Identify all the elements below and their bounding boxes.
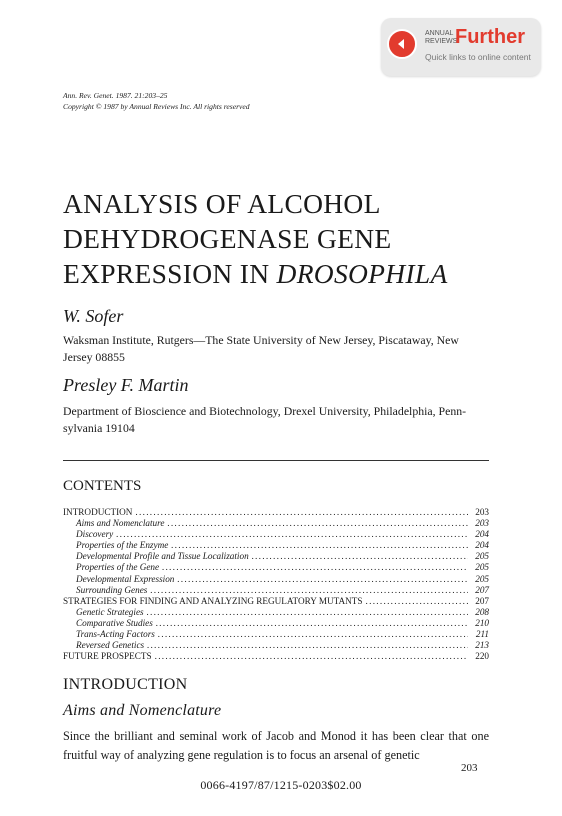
toc-entry-label: Reversed Genetics	[76, 640, 145, 651]
toc-entry-label: Surrounding Genes	[76, 584, 148, 595]
citation-line-2: Copyright © 1987 by Annual Reviews Inc. All rights reserved	[63, 102, 250, 111]
toc-entry	[63, 585, 489, 596]
toc-leader-dots	[167, 518, 468, 529]
toc-entry	[63, 507, 489, 518]
toc-entry-page: 207	[475, 584, 489, 595]
toc-entry-page: 220	[475, 651, 489, 662]
toc-entry-label: Trans-Acting Factors	[76, 629, 155, 640]
toc-entry	[63, 518, 489, 529]
toc-leader-dots	[252, 551, 468, 562]
toc-entry-label: FUTURE PROSPECTS	[63, 651, 152, 662]
toc-leader-dots	[135, 507, 468, 518]
toc-entry-page: 203	[475, 507, 489, 517]
toc-entry-label: Discovery	[76, 529, 114, 540]
table-of-contents	[63, 507, 489, 662]
toc-entry-label: Properties of the Gene	[76, 562, 160, 573]
toc-entry-page: 204	[475, 529, 489, 540]
toc-leader-dots	[116, 529, 468, 540]
toc-entry	[63, 651, 489, 662]
toc-entry	[63, 596, 489, 607]
toc-entry	[63, 607, 489, 618]
toc-leader-dots	[155, 651, 468, 662]
author-affiliation-2: Department of Bioscience and Biotechnology, Drexel University, Philadelphia, Penn- sylvania 19104	[63, 404, 467, 435]
toc-leader-dots	[171, 540, 468, 551]
toc-entry-page: 211	[475, 629, 489, 640]
citation-line-1: Ann. Rev. Genet. 1987. 21:203–25	[63, 91, 168, 100]
toc-entry-label: Developmental Expression	[76, 573, 175, 584]
title-genus: DROSOPHILA	[276, 258, 448, 289]
toc-entry	[63, 574, 489, 585]
toc-entry-page: 208	[475, 606, 489, 617]
section-divider	[63, 460, 489, 461]
toc-entry-label: Developmental Profile and Tissue Localization	[76, 551, 249, 562]
author-name-2: Presley F. Martin	[63, 375, 189, 395]
toc-entry-page: 210	[475, 617, 489, 628]
toc-entry-page: 205	[475, 573, 489, 584]
body-paragraph: Since the brilliant and seminal work of Jacob and Monod it has been clear that one fruitful way of analyzing gene regulation is to focus an arsenal of genetic	[63, 729, 489, 762]
title-line-1: ANALYSIS OF ALCOHOL	[63, 188, 381, 219]
play-arrow-icon	[387, 29, 417, 59]
further-subtitle: Quick links to online content	[425, 52, 531, 62]
toc-leader-dots	[150, 585, 468, 596]
annual-reviews-label: ANNUAL REVIEWS	[425, 30, 458, 45]
toc-entry	[63, 640, 489, 651]
toc-leader-dots	[147, 607, 468, 618]
toc-entry-label: INTRODUCTION	[63, 507, 133, 517]
contents-heading: CONTENTS	[63, 478, 142, 494]
toc-entry	[63, 540, 489, 551]
toc-entry-page: 203	[475, 518, 489, 529]
toc-entry-page: 213	[475, 640, 489, 651]
toc-leader-dots	[366, 596, 469, 607]
toc-leader-dots	[156, 618, 468, 629]
toc-entry	[63, 529, 489, 540]
toc-entry-page: 205	[475, 562, 489, 573]
toc-entry	[63, 618, 489, 629]
toc-entry-label: Properties of the Enzyme	[76, 540, 169, 551]
further-badge[interactable]	[381, 18, 541, 76]
toc-entry-page: 205	[475, 551, 489, 562]
toc-entry	[63, 562, 489, 573]
title-line-2: DEHYDROGENASE GENE	[63, 223, 392, 254]
page-number: 203	[461, 762, 478, 774]
toc-leader-dots	[158, 629, 468, 640]
toc-entry-label: Aims and Nomenclature	[76, 518, 165, 529]
author-name-1: W. Sofer	[63, 306, 124, 326]
toc-entry	[63, 551, 489, 562]
footer-code: 0066-4197/87/1215-0203$02.00	[200, 778, 362, 792]
toc-leader-dots	[147, 640, 468, 651]
toc-entry-page: 204	[475, 540, 489, 551]
article-title	[63, 186, 448, 291]
author-affiliation-1: Waksman Institute, Rutgers—The State University of New Jersey, Piscataway, New Jersey 08855	[63, 333, 459, 364]
toc-leader-dots	[162, 562, 468, 573]
toc-entry-label: Comparative Studies	[76, 617, 153, 628]
toc-entry-page: 207	[475, 595, 489, 606]
toc-entry-label: STRATEGIES FOR FINDING AND ANALYZING REGULATORY MUTANTS	[63, 595, 363, 606]
toc-leader-dots	[177, 574, 468, 585]
title-line-3: EXPRESSION IN DROSOPHILA	[63, 258, 448, 289]
toc-entry-label: Genetic Strategies	[76, 606, 144, 617]
section-heading: INTRODUCTION	[63, 676, 188, 693]
toc-entry	[63, 629, 489, 640]
section-subheading: Aims and Nomenclature	[63, 702, 222, 719]
further-brand: Further	[455, 26, 525, 48]
